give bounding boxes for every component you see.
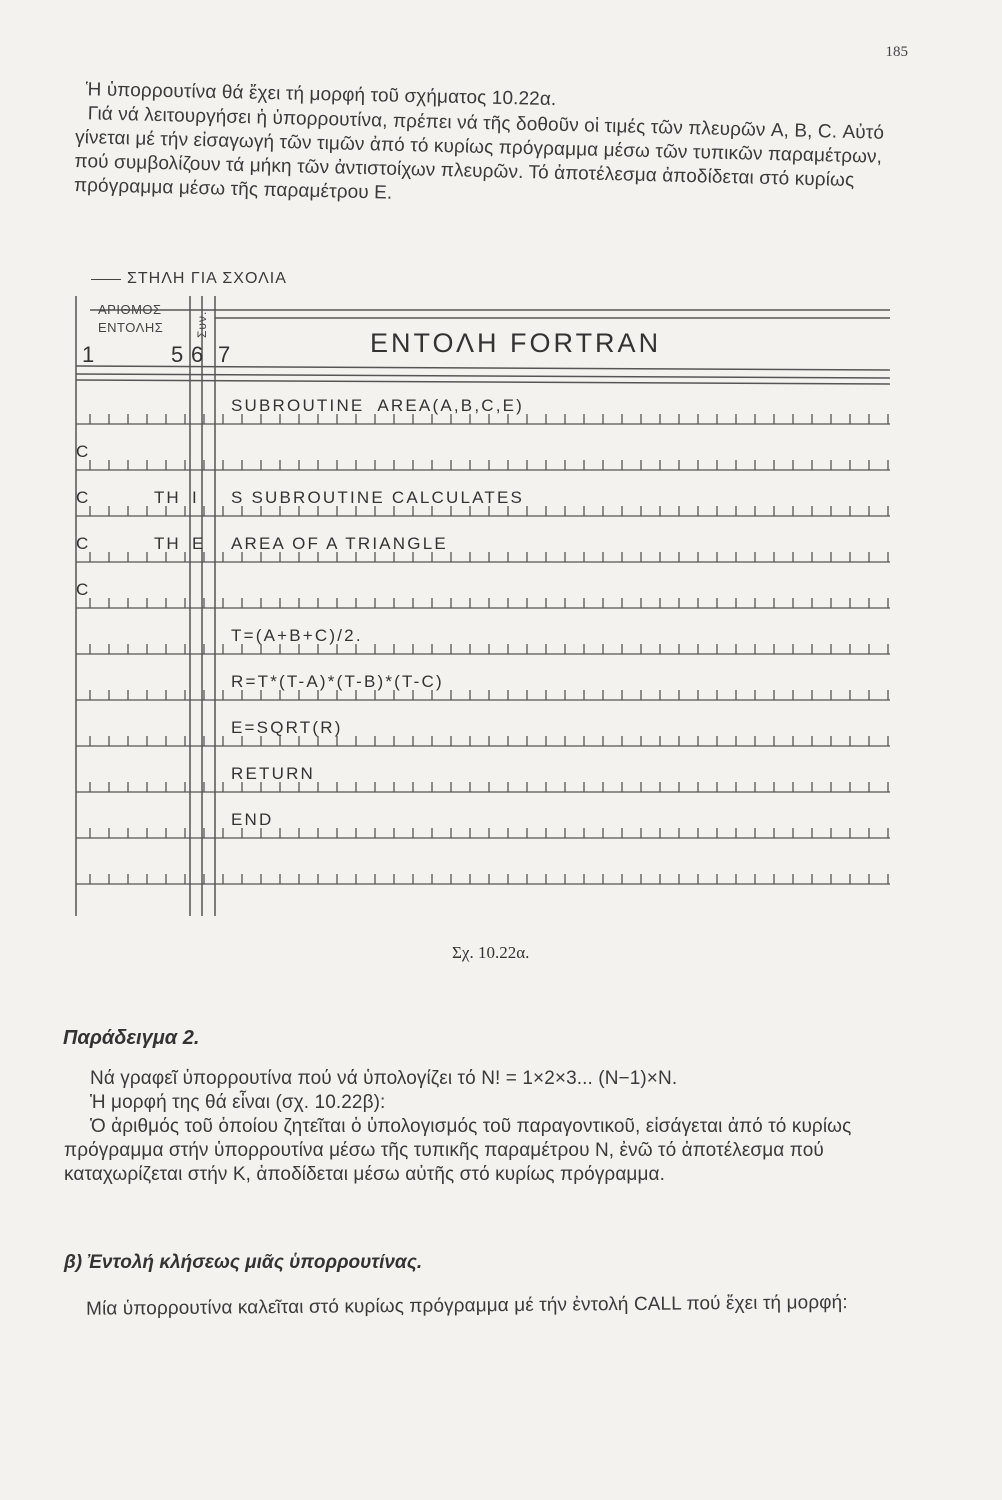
continuation-label: Συν. xyxy=(195,310,209,338)
example-text xyxy=(64,1067,904,1187)
fortran-statement: RETURN xyxy=(231,764,316,783)
fortran-statement: SUBROUTINE AREA(A,B,C,E) xyxy=(231,396,525,415)
fortran-statement: AREA OF A TRIANGLE xyxy=(231,534,448,553)
form-row xyxy=(76,718,890,748)
final-text xyxy=(56,1292,906,1322)
example-paragraph: Ὁ ἀριθμός τοῦ ὁποίου ζητεῖται ὁ ὑπολογισμός τοῦ παραγοντικοῦ, εἰσάγεται ἀπό τό κυρίως πρόγραμμα στήν ὑπορρουτίνα μέσω τῆς τυπικῆς παραμέτρου N, ἐνῶ τό ἀποτέλεσμα πού καταχωρίζεται στήν K, ἀποδίδεται μέσω αὐτῆς στό κυρίως πρόγραμμα. xyxy=(64,1116,852,1185)
figure-caption-text: Σχ. 10.22α. xyxy=(452,943,530,962)
example-paragraph: Νά γραφεῖ ὑπορρουτίνα πού νά ὑπολογίζει τό N! = 1×2×3... (N−1)×N. xyxy=(90,1068,678,1089)
form-row xyxy=(76,626,890,656)
continuation-cell: E xyxy=(192,534,206,553)
comment-column-rule xyxy=(91,279,121,280)
form-row xyxy=(76,580,890,610)
form-row xyxy=(76,442,890,472)
comment-mark: C xyxy=(76,442,90,461)
comment-mark: C xyxy=(76,488,90,507)
section-heading: β) Ἐντολή κλήσεως μιᾶς ὑπορρουτίνας. xyxy=(64,1252,423,1273)
page-number: 185 xyxy=(885,44,908,60)
statement-number-label-2: ΕΝΤΟΛΗΣ xyxy=(98,320,164,335)
form-title: ΕΝΤΟΛΗ FORTRAN xyxy=(370,328,662,358)
comment-mark: C xyxy=(76,534,90,553)
form-row xyxy=(76,396,890,426)
form-row xyxy=(76,856,890,886)
column-number-7: 7 xyxy=(218,342,231,367)
fortran-statement: T=(A+B+C)/2. xyxy=(231,626,363,645)
fortran-statement: S SUBROUTINE CALCULATES xyxy=(231,488,525,507)
statement-number-label-1: ΑΡΙΘΜΟΣ xyxy=(98,302,162,317)
figure-caption xyxy=(452,943,529,963)
statement-label: TH xyxy=(154,534,181,553)
form-row xyxy=(76,488,890,518)
column-number-6: 6 xyxy=(191,342,204,367)
fortran-statement: END xyxy=(231,810,274,829)
statement-label: TH xyxy=(154,488,181,507)
intro-paragraph: Ἡ ὑπορρουτίνα θά ἔχει τή μορφή τοῦ σχήματος 10.22α. xyxy=(85,79,557,111)
column-number-1: 1 xyxy=(82,342,95,367)
example-heading: Παράδειγμα 2. xyxy=(63,1027,200,1049)
example-paragraph: Ἡ μορφή της θά εἶναι (σχ. 10.22β): xyxy=(90,1092,386,1113)
final-paragraph: Μία ὑπορρουτίνα καλεῖται στό κυρίως πρόγραμμα μέ τήν ἐντολή CALL πού ἔχει τή μορφή: xyxy=(86,1292,848,1320)
intro-text xyxy=(73,78,916,204)
fortran-coding-form xyxy=(60,296,900,916)
comment-column-label: ΣΤΗΛΗ ΓΙΑ ΣΧΟΛΙΑ xyxy=(127,270,287,287)
comment-mark: C xyxy=(76,580,90,599)
intro-paragraph: Γιά νά λειτουργήσει ἡ ὑπορρουτίνα, πρέπει νά τῆς δοθοῦν οἱ τιμές τῶν πλευρῶν A, B, C. Αὐτό γίνεται μέ τήν εἰσαγωγή τῶν τιμῶν ἀπό τό κυρίως πρόγραμμα μέσω τῶν τυπικῶν παραμέτρων, πού συμβολίζουν τά μήκη τῶν ἀντιστοίχων πλευρῶν. Τό ἀποτέλεσμα ἀποδίδεται στό κυρίως πρόγραμμα μέσω τῆς παραμέτρου E. xyxy=(73,103,885,204)
continuation-cell: I xyxy=(192,488,199,507)
form-row xyxy=(76,672,890,702)
fortran-statement: R=T*(T-A)*(T-B)*(T-C) xyxy=(231,672,444,691)
column-number-5: 5 xyxy=(171,342,184,367)
form-row xyxy=(76,534,890,564)
form-row xyxy=(76,764,890,794)
fortran-statement: E=SQRT(R) xyxy=(231,718,343,737)
form-row xyxy=(76,810,890,840)
